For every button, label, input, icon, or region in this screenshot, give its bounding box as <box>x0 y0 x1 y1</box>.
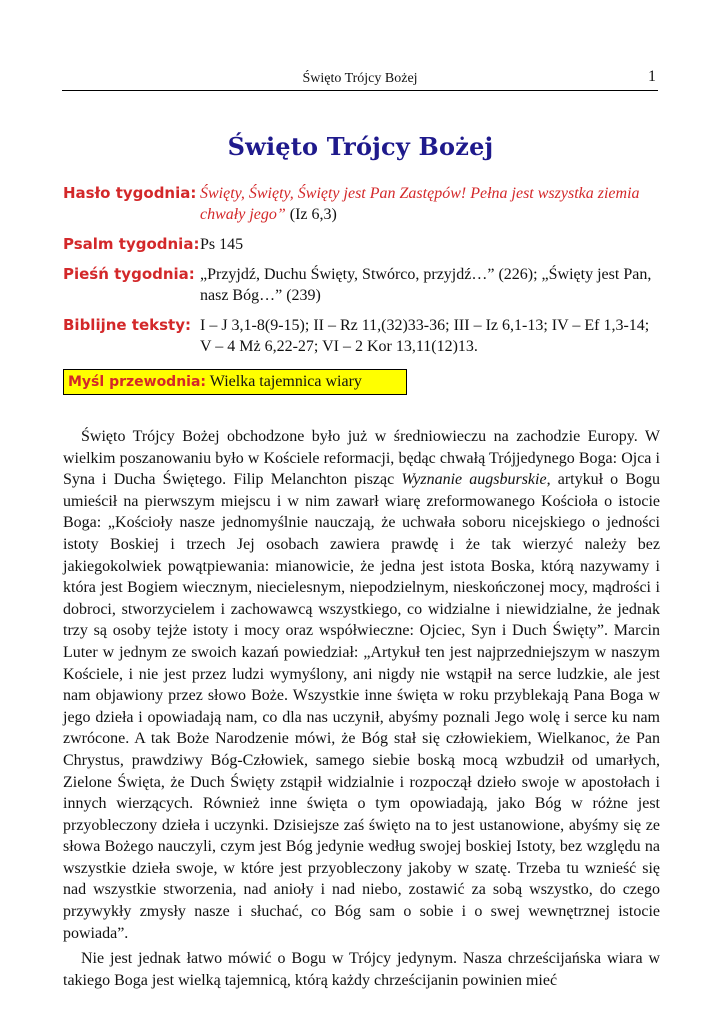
guide-label: Myśl przewodnia: <box>68 374 207 390</box>
guide-box <box>63 369 407 395</box>
psalm-value: Ps 145 <box>200 236 244 253</box>
paragraph-2: Nie jest jednak łatwo mówić o Bogu w Trójcy jedynym. Nasza chrześcijańska wiara w takiego Boga jest wielką tajemnicą, którą każdy chrześcijanin powinien mieć <box>63 950 660 989</box>
haslo-label: Hasło tygodnia: <box>63 184 197 202</box>
paragraph-1-emphasis: Wyznanie augsburskie <box>401 471 547 489</box>
paragraph-1-part-b: , artykuł o Bogu umieścił na pierwszym miejscu i w nim zawarł wiarę zreformowanego Kościoła o istocie Boga: „Kościoły nasze jednomyślnie nauczają, że uchwała soboru nicejskiego o jedności istoty Boskiej i trzech Jej osobach zawiera prawdę i że tak wierzyć należy bez jakiegokolwiek powątpiewania: mianowicie, że jedna jest istota Boska, którą nazywamy i która jest Bogiem wiecznym, niecielesnym, niepodzielnym, nieskończonej mocy, mądrości i dobroci, stworzycielem i zachowawcą wszystkiego, co widzialne i niewidzialne, że jednak trzy są osoby tejże istoty i mocy oraz współwieczne: Ojciec, Syn i Duch Święty”. Marcin Luter w jednym ze swoich kazań powiedział: „Artykuł ten jest najprzedniejszym w naszym Kościele, i nie jest przez ludzi wymyślony, ani nigdy nie wstąpił na serce ludzkie, ale jest nam objawiony przez słowo Boże. Wszystkie inne święta w roku przyblekają Pana Boga w jego dzieła i opowiadają nam, co dla nas uczynił, abyśmy poznali Jego wolę i serce ku nam zwrócone. A tak Boże Narodzenie mówi, że Bóg stał się człowiekiem, Wielkanoc, że Pan Chrystus, prawdziwy Bóg-Człowiek, samego siebie boską mocą wzbudził od umarłych, Zielone Święta, że Duch Święty zstąpił widzialnie i rozpoczął dzieło swoje w apostołach i innych wierzących. Również inne święta o tym opowiadają, jako Bóg w różne jest przyobleczony dzieła i uczynki. Dzisiejsze zaś święto na to jest ustanowione, abyśmy się ze słowa Bożego nauczyli, czym jest Bóg jedynie według swojej boskiej Istoty, bez względu na wszystkie dzieła swoje, w które jest przyobleczony jakoby w szatę. Trzeba tu wznieść się nad wszystkie stworzenia, nad anioły i nad niebo, zostawić za sobą wszystko, do czego przywykły zmysły nasze i słuchać, co Bóg sam o sobie i o swej wewnętrznej istocie powiada”. <box>63 471 660 942</box>
running-title: Święto Trójcy Bożej <box>302 71 418 86</box>
haslo-row <box>63 183 663 225</box>
piesn-value: „Przyjdź, Duchu Święty, Stwórco, przyjdź…” (226); „Święty jest Pan, nasz Bóg…” (239) <box>200 266 652 304</box>
body-text <box>63 426 660 995</box>
paragraph-1 <box>63 426 660 944</box>
page-number: 1 <box>648 68 656 85</box>
haslo-value <box>200 183 663 225</box>
piesn-row <box>63 264 663 306</box>
teksty-label: Biblijne teksty: <box>63 316 192 334</box>
info-section <box>63 183 663 366</box>
page-title: Święto Trójcy Bożej <box>227 132 494 161</box>
psalm-label: Psalm tygodnia: <box>63 235 200 253</box>
teksty-row <box>63 315 663 357</box>
piesn-label: Pieśń tygodnia: <box>63 265 195 283</box>
paragraph-1-part-a: Święto Trójcy Bożej obchodzone było już w średniowieczu na zachodzie Europy. W wielkim poszanowaniu było w Kościele reformacji, będąc chwałą Trójjedynego Boga: Ojca i Syna i Ducha Świętego. Filip Melanchton pisząc <box>63 428 660 489</box>
haslo-quote: Święty, Święty, Święty jest Pan Zastępów! Pełna jest wszystka ziemia chwały jego” <box>200 185 640 223</box>
guide-value: Wielka tajemnica wiary <box>206 373 362 390</box>
haslo-ref: (Iz 6,3) <box>285 206 337 223</box>
psalm-row <box>63 234 663 255</box>
running-header <box>62 70 658 91</box>
teksty-value: I – J 3,1-8(9-15); II – Rz 11,(32)33-36; III – Iz 6,1-13; IV – Ef 1,3-14; V – 4 Mż 6,22-27; VI – 2 Kor 13,11(12)13. <box>200 317 650 355</box>
